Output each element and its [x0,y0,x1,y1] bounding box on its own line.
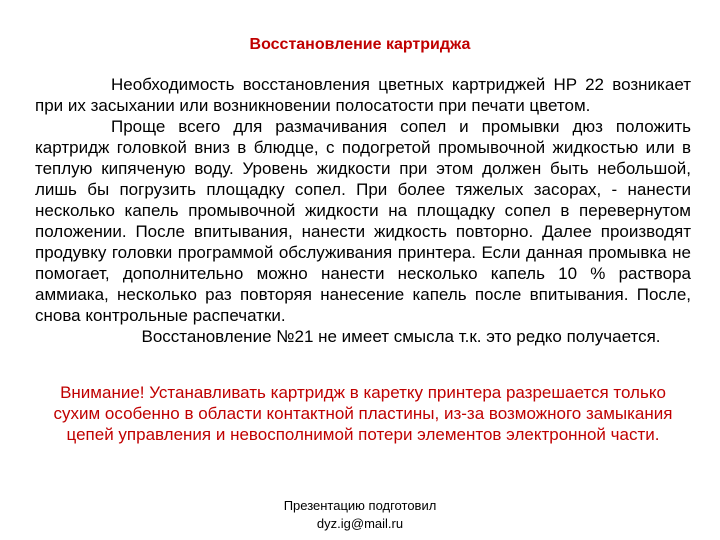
page-title: Восстановление картриджа [249,36,471,53]
paragraph-hp22: Необходимость восстановления цветных картриджей HP 22 возникает при их засыхании или возникновении полосатости при печати цветом. [35,75,691,115]
body-text [35,74,691,347]
author-email: dyz.ig@mail.ru [316,516,404,531]
paragraph-cleaning: Проще всего для размачивания сопел и промывки дюз положить картридж головкой вниз в блюдце, с подогретой промывочной жидкостью или в теплую кипяченую воду. Уровень жидкости при этом должен быть небольшой, лишь бы погрузить площадку сопел. При более тяжелых засорах, - нанести несколько капель промывочной жидкости на площадку сопел в перевернутом положении. После впитывания, нанести жидкость повторно. Далее производят продувку головки программой обслуживания принтера. Если данная промывка не помогает, дополнительно можно нанести несколько капель 10 % раствора аммиака, несколько раз повторяя нанесение капель после впитывания. После, снова контрольные распечатки. [35,117,691,325]
paragraph-no21: Восстановление №21 не имеет смысла т.к. это редко получается. [141,327,661,346]
footer [0,497,720,533]
author-label: Презентацию подготовил [283,498,437,513]
warning-text: Внимание! Устанавливать картридж в каретку принтера разрешается только сухим особенно в области контактной пластины, из-за возможного замыкания цепей управления и невосполнимой потери элементов электронной части. [53,383,673,444]
